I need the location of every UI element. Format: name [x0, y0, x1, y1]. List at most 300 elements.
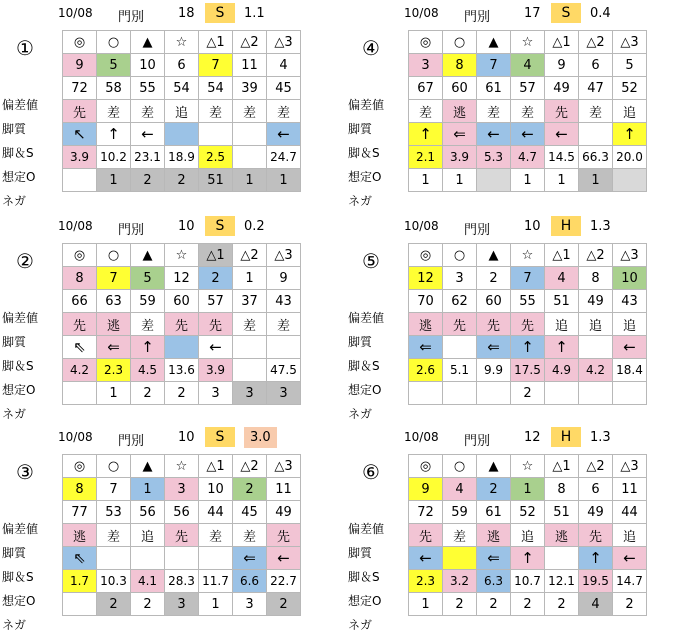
- deviation-cell: 60: [477, 290, 511, 313]
- race-date: 10/08: [404, 6, 439, 20]
- mark-cell: △3: [613, 31, 647, 54]
- odds-cell: 10.7: [511, 570, 545, 593]
- horse-number-cell: 11: [233, 54, 267, 77]
- leg-speed-cell: [165, 547, 199, 570]
- race-header: [0, 0, 335, 26]
- race-header: [346, 213, 674, 239]
- table-row: [63, 267, 301, 290]
- race-venue: 門別: [464, 434, 491, 449]
- running-style-cell: 差: [97, 524, 131, 547]
- odds-cell: 12.1: [545, 570, 579, 593]
- mark-cell: △3: [267, 244, 301, 267]
- negative-cell: 1: [267, 169, 301, 192]
- deviation-cell: 43: [613, 290, 647, 313]
- negative-cell: 51: [199, 169, 233, 192]
- deviation-cell: 59: [131, 290, 165, 313]
- race-number: ⑤: [362, 249, 380, 273]
- track-condition: S: [205, 427, 235, 447]
- odds-cell: 1.7: [63, 570, 97, 593]
- deviation-cell: 77: [63, 501, 97, 524]
- odds-cell: 24.7: [267, 146, 301, 169]
- odds-cell: 47.5: [267, 359, 301, 382]
- deviation-cell: 53: [97, 501, 131, 524]
- horse-number-cell: 9: [267, 267, 301, 290]
- horse-number-cell: 5: [131, 267, 165, 290]
- negative-cell: 1: [233, 169, 267, 192]
- negative-cell: [63, 382, 97, 405]
- prediction-table: [408, 454, 647, 616]
- deviation-cell: 57: [511, 77, 545, 100]
- race-panel: [0, 0, 335, 208]
- odds-cell: [233, 146, 267, 169]
- horse-number-cell: 1: [233, 267, 267, 290]
- mark-cell: ◎: [63, 455, 97, 478]
- horse-number-cell: 2: [233, 478, 267, 501]
- running-style-cell: 先: [267, 524, 301, 547]
- deviation-cell: 49: [579, 290, 613, 313]
- mark-cell: △2: [233, 244, 267, 267]
- row-label: 想定O: [348, 170, 382, 184]
- leg-speed-cell: ⇐: [477, 547, 511, 570]
- leg-speed-cell: [233, 123, 267, 146]
- running-style-cell: 先: [63, 100, 97, 123]
- mark-cell: △1: [545, 31, 579, 54]
- negative-cell: 2: [477, 593, 511, 616]
- horse-number-cell: 11: [267, 478, 301, 501]
- running-style-cell: 先: [165, 313, 199, 336]
- race-panel: [0, 424, 335, 632]
- mark-cell: △1: [545, 244, 579, 267]
- race-panel: [346, 213, 674, 421]
- deviation-cell: 52: [613, 77, 647, 100]
- running-style-cell: 追: [131, 524, 165, 547]
- negative-cell: 2: [97, 593, 131, 616]
- deviation-cell: 58: [97, 77, 131, 100]
- negative-cell: 2: [443, 593, 477, 616]
- running-style-cell: 差: [233, 313, 267, 336]
- horse-number-cell: 1: [131, 478, 165, 501]
- table-row: [409, 382, 647, 405]
- leg-speed-cell: ↑: [579, 547, 613, 570]
- negative-cell: 1: [511, 169, 545, 192]
- leg-speed-cell: ←: [199, 336, 233, 359]
- race-number: ⑥: [362, 460, 380, 484]
- deviation-cell: 39: [233, 77, 267, 100]
- deviation-cell: 51: [545, 501, 579, 524]
- horse-number-cell: 7: [199, 54, 233, 77]
- horse-number-cell: 3: [165, 478, 199, 501]
- field-size: 10: [178, 430, 195, 445]
- table-row: [409, 336, 647, 359]
- table-row: [63, 359, 301, 382]
- table-row: [63, 100, 301, 123]
- negative-cell: 1: [409, 593, 443, 616]
- row-label: 偏差値: [348, 522, 385, 536]
- odds-cell: 11.7: [199, 570, 233, 593]
- row-label: 脚質: [2, 122, 27, 136]
- table-row: [409, 570, 647, 593]
- horse-number-cell: 7: [97, 267, 131, 290]
- race-number: ②: [16, 249, 34, 273]
- leg-speed-cell: ←: [613, 547, 647, 570]
- track-condition: H: [551, 427, 581, 447]
- odds-cell: 4.7: [511, 146, 545, 169]
- leg-speed-cell: ↑: [545, 336, 579, 359]
- mark-cell: △1: [199, 455, 233, 478]
- leg-speed-cell: ↑: [97, 123, 131, 146]
- mark-cell: ○: [97, 455, 131, 478]
- table-row: [63, 336, 301, 359]
- field-size: 10: [178, 219, 195, 234]
- mark-cell: ◎: [409, 455, 443, 478]
- race-date: 10/08: [58, 430, 93, 444]
- running-style-cell: 先: [165, 524, 199, 547]
- row-label: 偏差値: [2, 98, 39, 112]
- table-row: [63, 169, 301, 192]
- deviation-cell: 45: [267, 77, 301, 100]
- mark-cell: ○: [97, 31, 131, 54]
- row-label: 脚質: [348, 335, 373, 349]
- negative-cell: [63, 169, 97, 192]
- row-label: ネガ: [348, 618, 373, 632]
- race-venue: 門別: [118, 10, 145, 25]
- negative-cell: 1: [579, 169, 613, 192]
- race-header: [346, 0, 674, 26]
- running-style-cell: 差: [511, 100, 545, 123]
- odds-cell: 9.9: [477, 359, 511, 382]
- table-row: [63, 478, 301, 501]
- mark-cell: ◎: [409, 31, 443, 54]
- horse-number-cell: 7: [511, 267, 545, 290]
- row-label: 脚質: [348, 122, 373, 136]
- field-size: 18: [178, 6, 195, 21]
- table-row: [63, 123, 301, 146]
- deviation-cell: 56: [131, 501, 165, 524]
- negative-cell: [613, 382, 647, 405]
- table-row: [63, 31, 301, 54]
- odds-cell: 6.3: [477, 570, 511, 593]
- horse-number-cell: 12: [165, 267, 199, 290]
- mark-cell: ☆: [511, 31, 545, 54]
- prediction-table: [62, 243, 301, 405]
- running-style-cell: 先: [477, 313, 511, 336]
- horse-number-cell: 10: [613, 267, 647, 290]
- leg-speed-cell: ←: [267, 547, 301, 570]
- deviation-cell: 72: [63, 77, 97, 100]
- horse-number-cell: 2: [199, 267, 233, 290]
- odds-cell: 22.7: [267, 570, 301, 593]
- leg-speed-cell: ⇐: [443, 123, 477, 146]
- horse-number-cell: 4: [267, 54, 301, 77]
- mark-cell: △2: [233, 31, 267, 54]
- mark-cell: △3: [267, 455, 301, 478]
- negative-cell: [613, 169, 647, 192]
- odds-cell: 4.9: [545, 359, 579, 382]
- running-style-cell: 差: [267, 100, 301, 123]
- leg-speed-cell: [579, 336, 613, 359]
- row-label: 想定O: [2, 594, 36, 608]
- race-header: [0, 213, 335, 239]
- odds-cell: 4.1: [131, 570, 165, 593]
- horse-number-cell: 3: [443, 267, 477, 290]
- race-panel: [346, 0, 674, 208]
- negative-cell: 2: [613, 593, 647, 616]
- negative-cell: 3: [199, 382, 233, 405]
- mark-cell: ▲: [477, 455, 511, 478]
- odds-cell: 4.2: [63, 359, 97, 382]
- running-style-cell: 差: [199, 100, 233, 123]
- deviation-cell: 70: [409, 290, 443, 313]
- negative-cell: 1: [409, 169, 443, 192]
- leg-speed-cell: [165, 123, 199, 146]
- leg-speed-cell: ←: [131, 123, 165, 146]
- running-style-cell: 先: [579, 524, 613, 547]
- horse-number-cell: 10: [199, 478, 233, 501]
- running-style-cell: 先: [63, 313, 97, 336]
- negative-cell: 3: [165, 593, 199, 616]
- odds-cell: 3.9: [443, 146, 477, 169]
- leg-speed-cell: ↑: [511, 336, 545, 359]
- mark-cell: ▲: [477, 31, 511, 54]
- odds-cell: 3.9: [63, 146, 97, 169]
- leg-speed-cell: ↑: [511, 547, 545, 570]
- running-style-cell: 追: [579, 313, 613, 336]
- horse-number-cell: 8: [545, 478, 579, 501]
- table-row: [409, 146, 647, 169]
- leg-speed-cell: [165, 336, 199, 359]
- leg-speed-cell: [545, 547, 579, 570]
- row-label: 偏差値: [2, 311, 39, 325]
- deviation-cell: 51: [545, 290, 579, 313]
- deviation-cell: 45: [233, 501, 267, 524]
- negative-cell: 3: [233, 593, 267, 616]
- horse-number-cell: 12: [409, 267, 443, 290]
- deviation-cell: 54: [199, 77, 233, 100]
- running-style-cell: 追: [511, 524, 545, 547]
- row-label: ネガ: [2, 407, 27, 421]
- mark-cell: △2: [579, 31, 613, 54]
- table-row: [409, 313, 647, 336]
- deviation-cell: 43: [267, 290, 301, 313]
- prediction-table: [408, 30, 647, 192]
- table-row: [63, 313, 301, 336]
- race-date: 10/08: [58, 219, 93, 233]
- running-style-cell: 追: [613, 524, 647, 547]
- leg-speed-cell: ↑: [409, 123, 443, 146]
- deviation-cell: 63: [97, 290, 131, 313]
- deviation-cell: 55: [511, 290, 545, 313]
- horse-number-cell: 4: [545, 267, 579, 290]
- running-style-cell: 先: [199, 313, 233, 336]
- horse-number-cell: 10: [131, 54, 165, 77]
- field-size: 12: [524, 430, 541, 445]
- negative-cell: [579, 382, 613, 405]
- row-label: 脚＆S: [2, 570, 34, 584]
- leg-speed-cell: ↖: [63, 123, 97, 146]
- row-label: 想定O: [2, 383, 36, 397]
- race-date: 10/08: [404, 219, 439, 233]
- table-row: [409, 593, 647, 616]
- odds-cell: 5.3: [477, 146, 511, 169]
- horse-number-cell: 8: [443, 54, 477, 77]
- running-style-cell: 追: [165, 100, 199, 123]
- mark-cell: ○: [443, 244, 477, 267]
- running-style-cell: 差: [97, 100, 131, 123]
- mark-cell: ○: [443, 31, 477, 54]
- table-row: [409, 31, 647, 54]
- mark-cell: △3: [267, 31, 301, 54]
- row-label: 想定O: [348, 383, 382, 397]
- leg-speed-cell: [579, 123, 613, 146]
- row-label: 脚＆S: [348, 146, 380, 160]
- negative-cell: 2: [165, 169, 199, 192]
- table-row: [409, 547, 647, 570]
- negative-cell: 3: [267, 382, 301, 405]
- race-venue: 門別: [118, 223, 145, 238]
- row-label: 偏差値: [348, 98, 385, 112]
- running-style-cell: 追: [613, 100, 647, 123]
- running-style-cell: 差: [579, 100, 613, 123]
- running-style-cell: 差: [409, 100, 443, 123]
- track-condition: H: [551, 216, 581, 236]
- odds-cell: 2.5: [199, 146, 233, 169]
- odds-cell: 14.7: [613, 570, 647, 593]
- odds-cell: 17.5: [511, 359, 545, 382]
- row-label: 偏差値: [348, 311, 385, 325]
- deviation-cell: 37: [233, 290, 267, 313]
- odds-cell: 3.2: [443, 570, 477, 593]
- race-panel: [346, 424, 674, 632]
- horse-number-cell: 9: [409, 478, 443, 501]
- race-header: [346, 424, 674, 450]
- mark-cell: △1: [545, 455, 579, 478]
- prediction-table: [62, 30, 301, 192]
- table-row: [409, 169, 647, 192]
- horse-number-cell: 7: [477, 54, 511, 77]
- deviation-cell: 72: [409, 501, 443, 524]
- deviation-cell: 60: [443, 77, 477, 100]
- odds-cell: 10.3: [97, 570, 131, 593]
- race-venue: 門別: [464, 223, 491, 238]
- negative-cell: [409, 382, 443, 405]
- row-label: 脚＆S: [2, 146, 34, 160]
- mark-cell: ☆: [165, 455, 199, 478]
- horse-number-cell: 7: [97, 478, 131, 501]
- odds-cell: 5.1: [443, 359, 477, 382]
- leg-speed-cell: [267, 336, 301, 359]
- prediction-table: [408, 243, 647, 405]
- table-row: [63, 382, 301, 405]
- odds-cell: [233, 359, 267, 382]
- horse-number-cell: 9: [63, 54, 97, 77]
- odds-cell: 28.3: [165, 570, 199, 593]
- leg-speed-cell: ←: [477, 123, 511, 146]
- running-style-cell: 先: [409, 524, 443, 547]
- negative-cell: 1: [199, 593, 233, 616]
- running-style-cell: 先: [545, 100, 579, 123]
- running-style-cell: 差: [267, 313, 301, 336]
- horse-number-cell: 8: [63, 267, 97, 290]
- field-size: 10: [524, 219, 541, 234]
- table-row: [63, 77, 301, 100]
- leg-speed-cell: [131, 547, 165, 570]
- track-condition: S: [205, 3, 235, 23]
- negative-cell: 2: [165, 382, 199, 405]
- deviation-cell: 47: [579, 77, 613, 100]
- leg-speed-cell: ⇖: [63, 547, 97, 570]
- leg-speed-cell: [199, 123, 233, 146]
- odds-cell: 23.1: [131, 146, 165, 169]
- row-label: 脚＆S: [348, 570, 380, 584]
- table-row: [409, 290, 647, 313]
- negative-cell: 2: [511, 593, 545, 616]
- prediction-table: [62, 454, 301, 616]
- table-row: [409, 524, 647, 547]
- row-label: 脚＆S: [2, 359, 34, 373]
- table-row: [63, 570, 301, 593]
- table-row: [63, 547, 301, 570]
- negative-cell: 2: [131, 593, 165, 616]
- leg-speed-cell: ↑: [131, 336, 165, 359]
- table-row: [409, 478, 647, 501]
- horse-number-cell: 4: [443, 478, 477, 501]
- deviation-cell: 49: [267, 501, 301, 524]
- index-value: 0.4: [590, 6, 611, 21]
- odds-cell: 2.3: [409, 570, 443, 593]
- negative-cell: 1: [545, 169, 579, 192]
- leg-speed-cell: [97, 547, 131, 570]
- leg-speed-cell: [443, 336, 477, 359]
- table-row: [409, 54, 647, 77]
- horse-number-cell: 6: [579, 54, 613, 77]
- leg-speed-cell: ←: [511, 123, 545, 146]
- table-row: [409, 455, 647, 478]
- mark-cell: ◎: [409, 244, 443, 267]
- horse-number-cell: 9: [545, 54, 579, 77]
- odds-cell: 2.6: [409, 359, 443, 382]
- running-style-cell: 逃: [477, 524, 511, 547]
- table-row: [63, 244, 301, 267]
- horse-number-cell: 5: [613, 54, 647, 77]
- row-label: ネガ: [348, 407, 373, 421]
- deviation-cell: 60: [165, 290, 199, 313]
- leg-speed-cell: [443, 547, 477, 570]
- mark-cell: ▲: [131, 455, 165, 478]
- leg-speed-cell: ←: [613, 336, 647, 359]
- table-row: [409, 123, 647, 146]
- row-label: ネガ: [2, 618, 27, 632]
- index-value: 1.1: [244, 6, 265, 21]
- deviation-cell: 54: [165, 77, 199, 100]
- leg-speed-cell: ←: [545, 123, 579, 146]
- row-label: 偏差値: [2, 522, 39, 536]
- horse-number-cell: 3: [409, 54, 443, 77]
- negative-cell: 2: [267, 593, 301, 616]
- odds-cell: 2.1: [409, 146, 443, 169]
- running-style-cell: 差: [233, 100, 267, 123]
- race-date: 10/08: [58, 6, 93, 20]
- running-style-cell: 差: [443, 524, 477, 547]
- deviation-cell: 52: [511, 501, 545, 524]
- race-header: [0, 424, 335, 450]
- leg-speed-cell: ↑: [613, 123, 647, 146]
- leg-speed-cell: [199, 547, 233, 570]
- negative-cell: [477, 169, 511, 192]
- horse-number-cell: 2: [477, 267, 511, 290]
- mark-cell: ○: [97, 244, 131, 267]
- row-label: 脚質: [2, 546, 27, 560]
- odds-cell: 14.5: [545, 146, 579, 169]
